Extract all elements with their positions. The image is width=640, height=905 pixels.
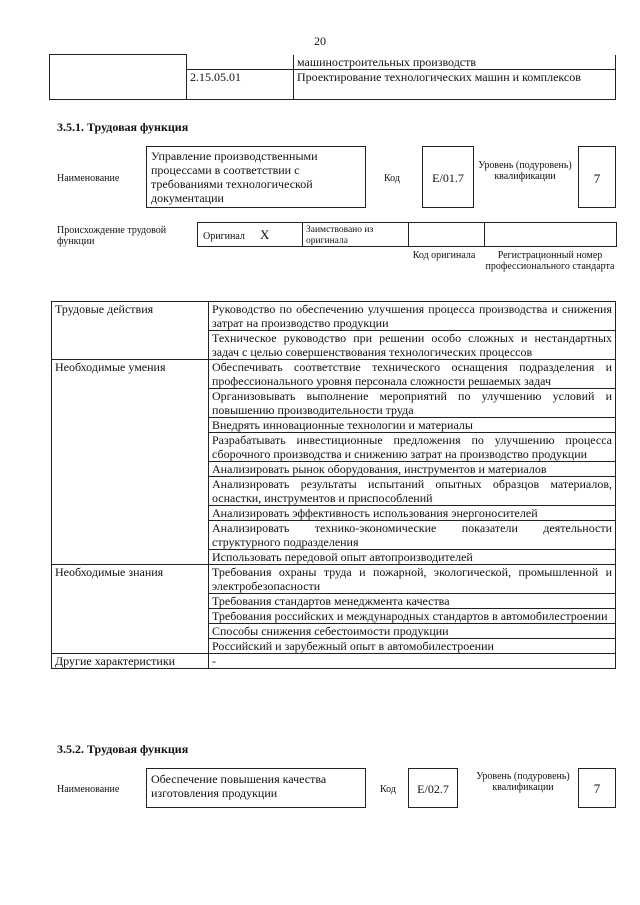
function-name-box-2 xyxy=(146,768,366,808)
level-label: Уровень (подуровень) квалификации xyxy=(478,160,572,182)
row-label: Необходимые знания xyxy=(52,565,209,654)
top-table-code-cell: 2.15.05.01 xyxy=(187,69,294,99)
origin-row xyxy=(197,222,617,247)
reg-number-label: Регистрационный номер профессионального стандарта xyxy=(485,250,615,272)
list-item: Использовать передовой опыт автопроизводителей xyxy=(212,550,473,564)
list-item: - xyxy=(212,654,216,668)
list-item: Анализировать технико-экономические показатели деятельности структурного подразделения xyxy=(209,521,615,550)
list-item: Требования охраны труда и пожарной, экологической, промышленной и электробезопасности xyxy=(209,565,615,594)
function-name-box xyxy=(146,146,366,208)
table-row xyxy=(52,360,616,565)
code-label-2: Код xyxy=(380,784,396,795)
code-box-2 xyxy=(408,768,458,808)
labor-function-table xyxy=(51,301,616,669)
list-item: Требования стандартов менеджмента качества xyxy=(209,594,615,609)
list-item: Обеспечивать соответствие технического оснащения подразделения и профессионального уровня персонала сложности решаемых задач xyxy=(209,360,615,389)
row-label: Другие характеристики xyxy=(52,654,209,669)
list-item: Анализировать результаты испытаний опытных образцов материалов, оснастки, инструментов и приспособлений xyxy=(209,477,615,506)
list-item: Анализировать эффективность использования энергоносителей xyxy=(209,506,615,521)
list-item: Внедрять инновационные технологии и материалы xyxy=(209,418,615,433)
top-table-code-cell xyxy=(187,55,294,70)
code-box xyxy=(422,146,474,208)
row-label: Трудовые действия xyxy=(52,302,209,360)
top-table xyxy=(49,54,616,100)
code-value-2: E/02.7 xyxy=(417,782,449,796)
code-label: Код xyxy=(384,173,400,184)
list-item: Способы снижения себестоимости продукции xyxy=(209,624,615,639)
list-item: Техническое руководство при решении особо сложных и нестандартных задач с целью совершенствования технологических процессов xyxy=(212,331,612,359)
borrowed-label: Заимствовано из оригинала xyxy=(306,225,374,246)
table-row xyxy=(52,565,616,654)
list-item: Анализировать рынок оборудования, инструментов и материалов xyxy=(209,462,615,477)
list-item: Разрабатывать инвестиционные предложения по улучшению процесса сборочного производства и снижению затрат на производство продукции xyxy=(209,433,615,462)
top-table-text-cell: машиностроительных производств xyxy=(294,55,616,70)
top-table-row xyxy=(50,55,616,70)
function-name: Управление производственными процессами в соответствии с требованиями технологической документации xyxy=(151,149,318,205)
origin-label: Происхождение трудовой функции xyxy=(57,225,167,247)
level-value: 7 xyxy=(593,171,601,186)
page-number: 20 xyxy=(314,34,326,48)
level-box xyxy=(578,146,616,208)
function-name-2: Обеспечение повышения качества изготовления продукции xyxy=(151,772,327,800)
row-items xyxy=(209,360,616,565)
section-heading: 3.5.1. Трудовая функция xyxy=(57,120,189,134)
row-items xyxy=(209,565,616,654)
row-items xyxy=(209,654,616,669)
list-item: Организовывать выполнение мероприятий по улучшению условий и повышению производительности труда xyxy=(209,389,615,418)
table-row xyxy=(52,302,616,360)
original-label: Оригинал xyxy=(203,231,245,242)
section-heading-2: 3.5.2. Трудовая функция xyxy=(57,742,189,756)
level-box-2 xyxy=(578,768,616,808)
level-label-2: Уровень (подуровень) квалификации xyxy=(476,771,570,793)
row-items xyxy=(209,302,616,360)
code-original-label: Код оригинала xyxy=(412,250,476,261)
top-table-text-cell: Проектирование технологических машин и комплексов xyxy=(294,69,616,99)
code-value: E/01.7 xyxy=(432,171,464,185)
row-label: Необходимые умения xyxy=(52,360,209,565)
level-value-2: 7 xyxy=(593,781,601,796)
name-label-2: Наименование xyxy=(57,784,120,795)
original-mark: X xyxy=(260,227,270,242)
list-item: Руководство по обеспечению улучшения процесса производства и снижения затрат на производство продукции xyxy=(209,302,615,331)
list-item: Российский и зарубежный опыт в автомобилестроении xyxy=(212,639,494,653)
table-row xyxy=(52,654,616,669)
top-table-empty-cell xyxy=(50,55,187,100)
name-label: Наименование xyxy=(57,173,120,184)
list-item: Требования российских и международных стандартов в автомобилестроении xyxy=(209,609,615,624)
